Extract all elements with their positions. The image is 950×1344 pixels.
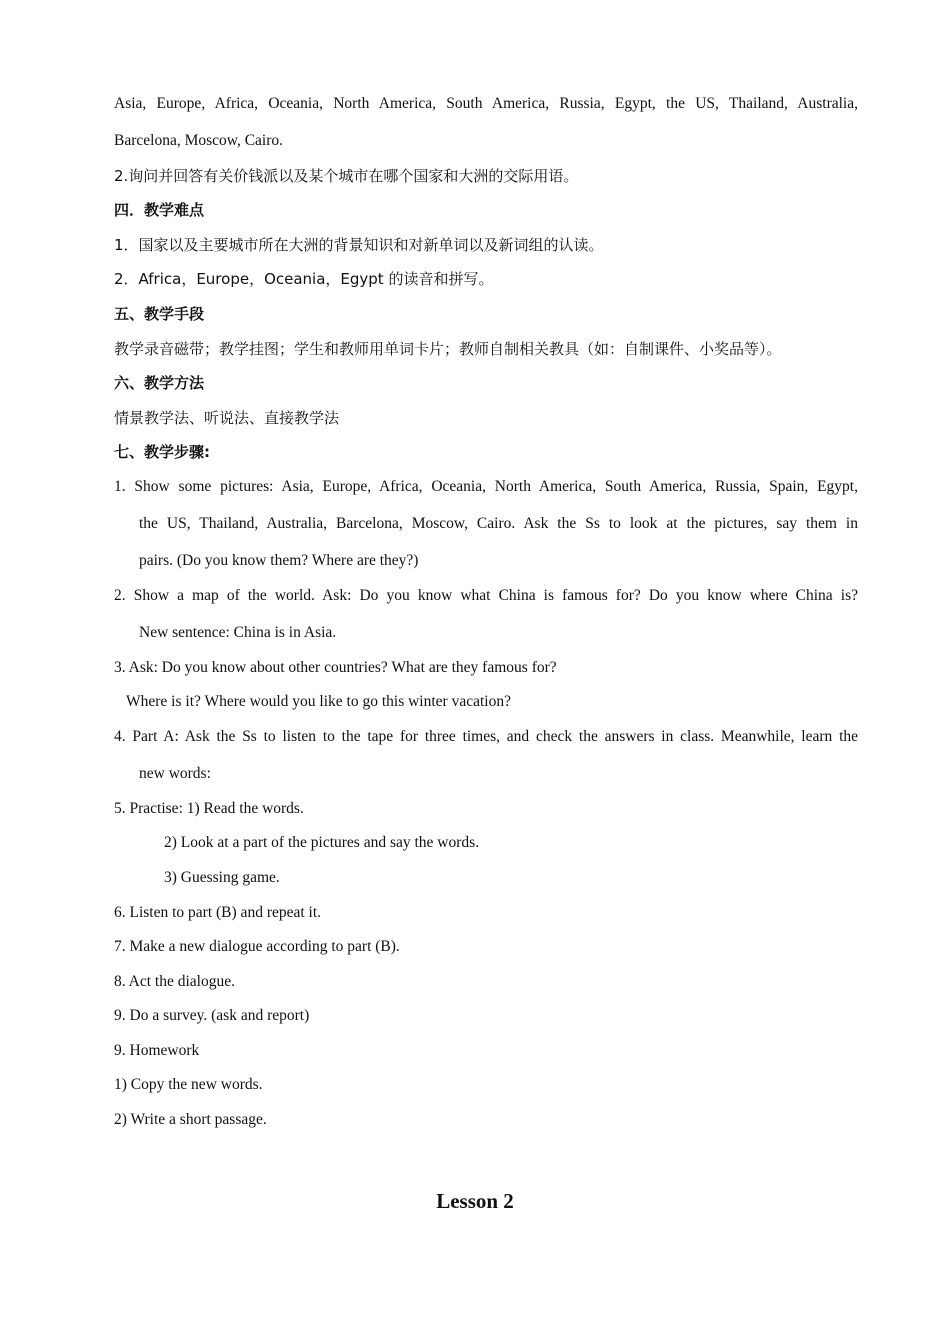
homework-item-2: 2) Write a short passage. bbox=[114, 1111, 267, 1128]
step-2-line-2: New sentence: China is in Asia. bbox=[139, 624, 337, 641]
intro-line-1: Asia, Europe, Africa, Oceania, North America, South America, Russia, Egypt, the US, Thailand, Australia, bbox=[114, 95, 858, 112]
step-5-line-1: 5. Practise: 1) Read the words. bbox=[114, 800, 304, 817]
step-5-line-3: 3) Guessing game. bbox=[164, 869, 280, 886]
step-7: 7. Make a new dialogue according to part (B). bbox=[114, 938, 400, 955]
step-4-line-2: new words: bbox=[139, 765, 211, 782]
means-text: 教学录音磁带；教学挂图；学生和教师用单词卡片；教师自制相关教具（如：自制课件、小奖品等）。 bbox=[114, 340, 782, 358]
step-2-line-1: 2. Show a map of the world. Ask: Do you know what China is famous for? Do you know where China is? bbox=[114, 587, 858, 604]
section-heading-steps: 七、教学步骤: bbox=[114, 443, 210, 461]
step-3-line-2: Where is it? Where would you like to go this winter vacation? bbox=[126, 693, 511, 710]
step-1-line-2: the US, Thailand, Australia, Barcelona, Moscow, Cairo. Ask the Ss to look at the pictures, say them in bbox=[139, 515, 858, 532]
step-1-line-3: pairs. (Do you know them? Where are they?) bbox=[139, 552, 419, 569]
section-heading-methods: 六、教学方法 bbox=[114, 374, 205, 392]
step-5-line-2: 2) Look at a part of the pictures and say the words. bbox=[164, 834, 480, 851]
step-1-line-1: 1. Show some pictures: Asia, Europe, Africa, Oceania, North America, South America, Russia, Spain, Egypt, bbox=[114, 478, 858, 495]
intro-point-2: 2.询问并回答有关价钱派以及某个城市在哪个国家和大洲的交际用语。 bbox=[114, 167, 579, 185]
lesson-title: Lesson 2 bbox=[436, 1189, 514, 1213]
homework-item-1: 1) Copy the new words. bbox=[114, 1076, 263, 1093]
section-heading-difficulties: 四．教学难点 bbox=[114, 201, 205, 219]
step-9-homework: 9. Homework bbox=[114, 1042, 200, 1059]
step-8: 8. Act the dialogue. bbox=[114, 973, 235, 990]
difficulty-item-2: 2．Africa，Europe，Oceania，Egypt 的读音和拼写。 bbox=[114, 270, 494, 288]
step-3-line-1: 3. Ask: Do you know about other countries? What are they famous for? bbox=[114, 659, 557, 676]
step-6: 6. Listen to part (B) and repeat it. bbox=[114, 904, 322, 921]
methods-text: 情景教学法、听说法、直接教学法 bbox=[114, 409, 340, 427]
step-9-survey: 9. Do a survey. (ask and report) bbox=[114, 1007, 310, 1024]
difficulty-item-1: 1．国家以及主要城市所在大洲的背景知识和对新单词以及新词组的认读。 bbox=[114, 236, 604, 254]
section-heading-means: 五、教学手段 bbox=[114, 305, 205, 323]
intro-line-2: Barcelona, Moscow, Cairo. bbox=[114, 132, 284, 149]
step-4-line-1: 4. Part A: Ask the Ss to listen to the tape for three times, and check the answers in class. Meanwhile, learn the bbox=[114, 728, 858, 745]
